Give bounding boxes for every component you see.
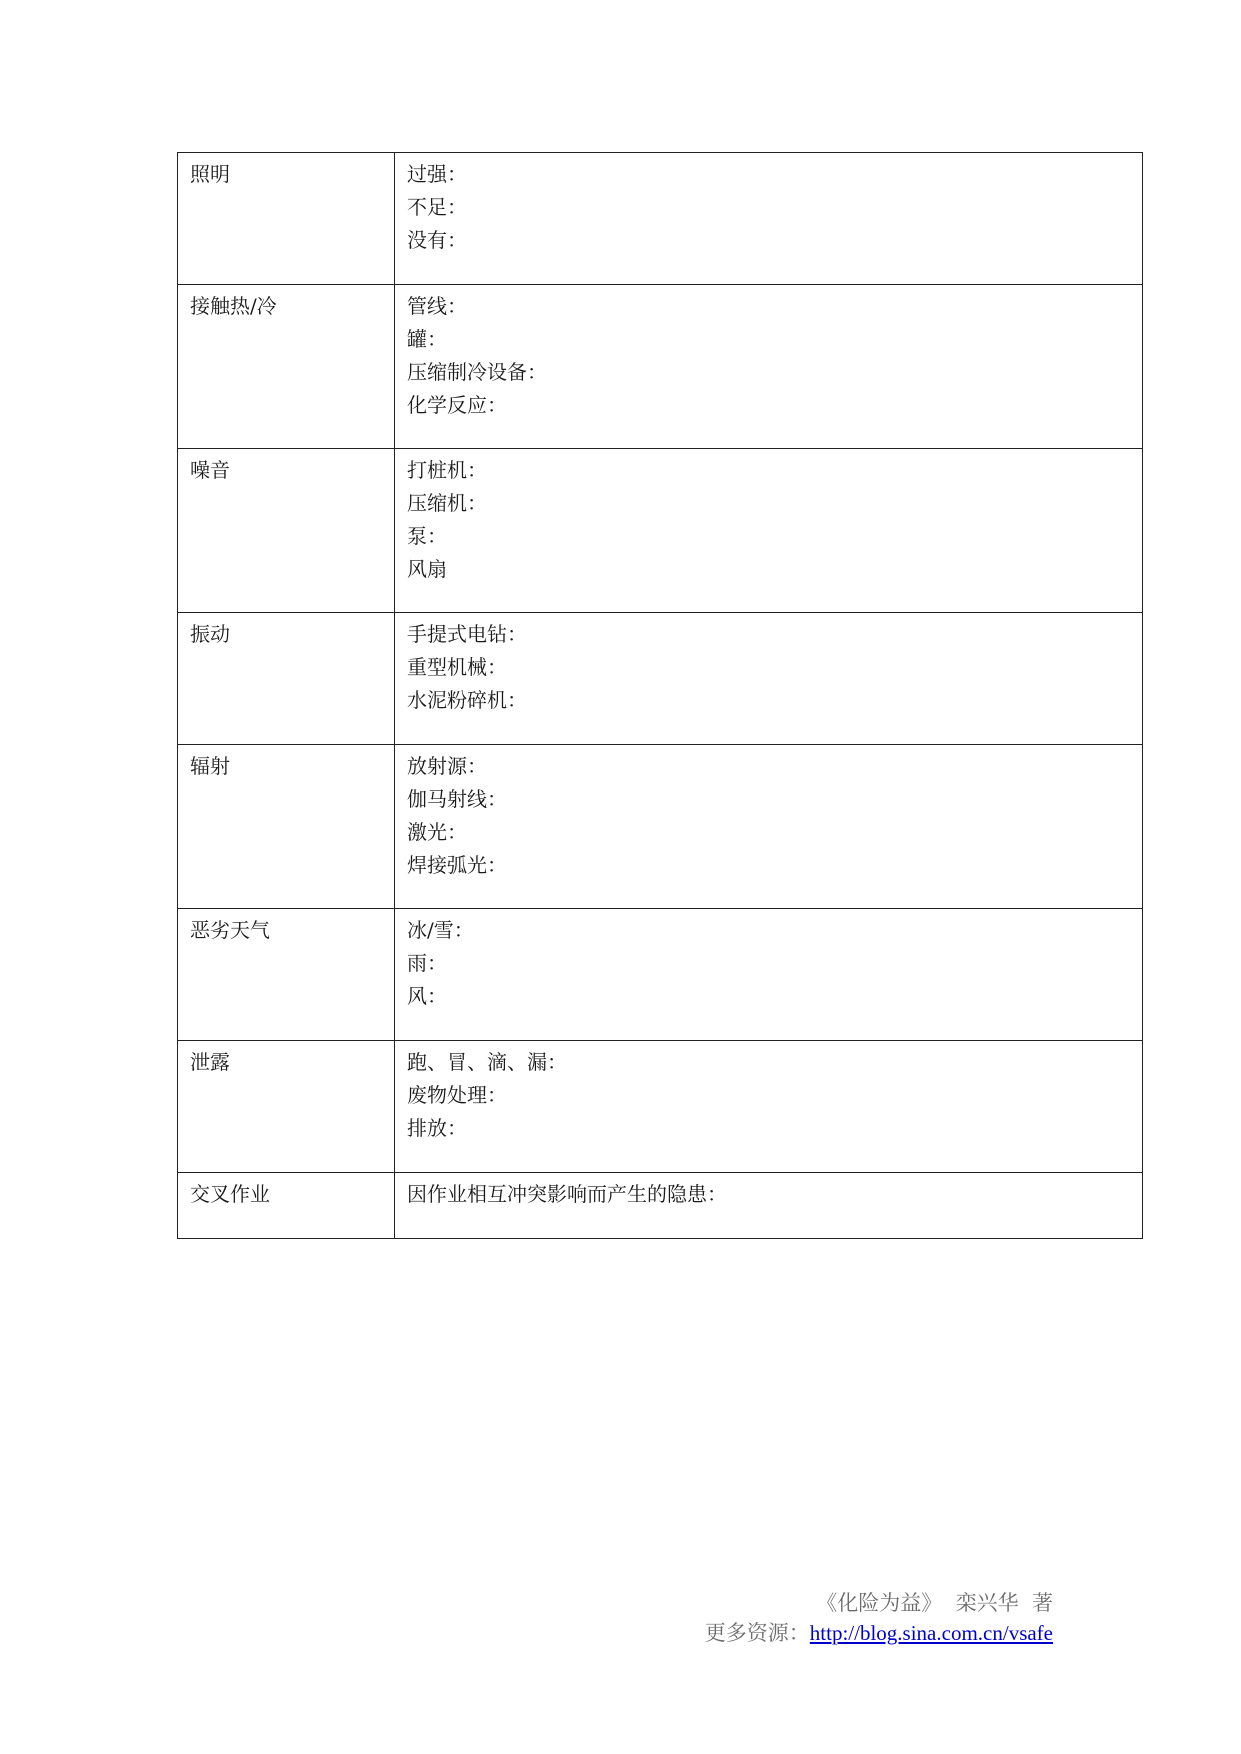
items-cell [395,909,1143,1041]
item-text: 泵： [407,524,447,548]
category-cell: 恶劣天气 [178,909,395,1041]
item-text: 压缩制冷设备： [407,360,547,384]
item-text: 风： [407,984,447,1008]
item-text: 焊接弧光： [407,853,507,877]
item-text: 放射源： [407,754,487,778]
item-text: 打桩机： [407,458,487,482]
category-cell: 噪音 [178,449,395,613]
item-text: 管线： [407,294,467,318]
table-row [178,745,1143,909]
hazard-checklist-table [177,152,1143,1239]
table-row [178,285,1143,449]
items-cell [395,1173,1143,1239]
items-cell [395,285,1143,449]
category-cell: 照明 [178,153,395,285]
book-credit: 《化险为益》 栾兴华 著 [816,1591,1053,1615]
category-cell: 辐射 [178,745,395,909]
items-cell [395,613,1143,745]
category-cell: 交叉作业 [178,1173,395,1239]
item-text: 压缩机： [407,491,487,515]
item-text: 排放： [407,1116,467,1140]
item-text: 罐： [407,327,447,351]
item-text: 重型机械： [407,655,507,679]
table-row [178,449,1143,613]
item-text: 激光： [407,820,467,844]
item-text: 水泥粉碎机： [407,688,527,712]
table-row [178,1173,1143,1239]
item-text: 不足： [407,195,467,219]
item-text: 雨： [407,951,447,975]
item-text: 冰/雪： [407,918,474,942]
blog-link[interactable]: http://blog.sina.com.cn/vsafe [809,1621,1053,1645]
table-row [178,153,1143,285]
table-row [178,1041,1143,1173]
item-text: 伽马射线： [407,787,507,811]
item-text: 没有： [407,228,467,252]
items-cell [395,449,1143,613]
items-cell [395,1041,1143,1173]
items-cell [395,153,1143,285]
item-text: 跑、冒、滴、漏： [407,1050,567,1074]
item-text: 化学反应： [407,393,507,417]
category-cell: 泄露 [178,1041,395,1173]
category-cell: 接触热/冷 [178,285,395,449]
page-footer [705,1588,1053,1648]
category-cell: 振动 [178,613,395,745]
item-text: 手提式电钻： [407,622,527,646]
table-row [178,909,1143,1041]
item-text: 过强： [407,162,467,186]
resources-label: 更多资源： [704,1621,810,1645]
item-text: 废物处理： [407,1083,507,1107]
item-text: 因作业相互冲突影响而产生的隐患： [407,1182,727,1206]
item-text: 风扇 [407,557,447,581]
resources-line [705,1618,1053,1648]
table-row [178,613,1143,745]
items-cell [395,745,1143,909]
